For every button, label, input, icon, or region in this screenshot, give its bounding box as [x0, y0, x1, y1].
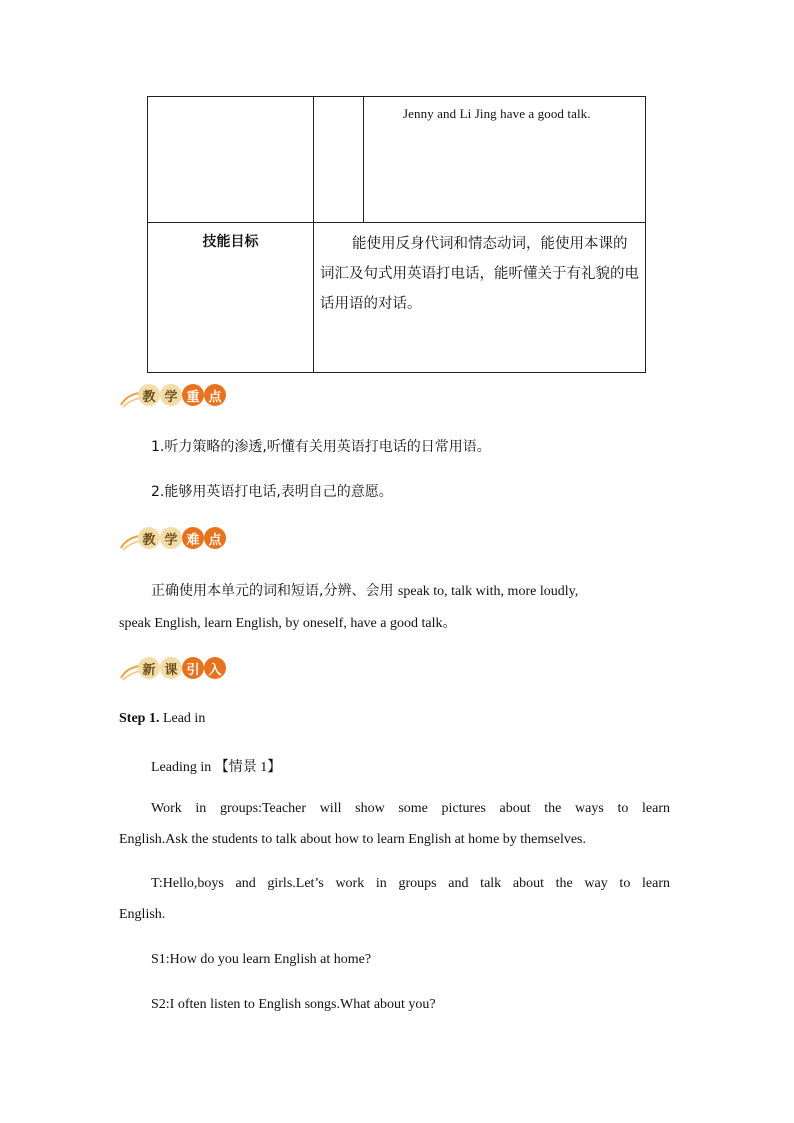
dialogue-line: S1:How do you learn English at home? [151, 952, 372, 967]
banner-char: 入 [204, 657, 226, 679]
table-row-divider [148, 222, 645, 223]
key-point-item: 1.听力策略的渗透,听懂有关用英语打电话的日常用语。 [151, 439, 491, 455]
section-banner-intro [119, 656, 229, 682]
banner-char: 课 [160, 657, 182, 679]
paragraph-line: Work in groups:Teacher will show some pictures about the ways to learn [151, 801, 670, 816]
table-cell-text: Jenny and Li Jing have a good talk. [403, 106, 591, 121]
banner-char: 学 [160, 384, 182, 406]
banner-char: 难 [182, 527, 204, 549]
step-title [119, 711, 205, 727]
paragraph-line: English. [119, 907, 166, 922]
banner-char: 点 [204, 527, 226, 549]
paragraph-line: T:Hello,boys and girls.Let’s work in groups and talk about the way to learn [151, 876, 670, 891]
section-banner-difficulties [119, 526, 229, 552]
banner-char: 新 [138, 657, 160, 679]
difficulties-line: speak English, learn English, by oneself, have a good talk。 [119, 616, 457, 631]
skill-goal-label: 技能目标 [202, 234, 259, 250]
difficulties-text-en: speak to, talk with, more loudly, [397, 584, 579, 599]
difficulties-text-cn: 正确使用本单元的词和短语,分辨、会用 [151, 583, 394, 599]
banner-char: 学 [160, 527, 182, 549]
banner-char: 引 [182, 657, 204, 679]
key-point-item: 2.能够用英语打电话,表明自己的意愿。 [151, 484, 393, 500]
banner-char: 重 [182, 384, 204, 406]
banner-char: 教 [138, 384, 160, 406]
section-banner-key-points [119, 383, 229, 409]
step-title-rest: Lead in [159, 711, 206, 726]
step-title-bold: Step 1. [119, 711, 160, 726]
dialogue-line: S2:I often listen to English songs.What about you? [151, 997, 436, 1012]
paragraph-line: English.Ask the students to talk about how to learn English at home by themselves. [119, 832, 586, 847]
table-column-divider [313, 97, 314, 372]
difficulties-line [151, 580, 670, 600]
objectives-table [147, 96, 646, 373]
banner-char: 点 [204, 384, 226, 406]
table-column-divider [363, 97, 364, 222]
leading-in-line: Leading in 【情景 1】 [151, 760, 282, 775]
skill-goal-text: 能使用反身代词和情态动词，能使用本课的词汇及句式用英语打电话，能听懂关于有礼貌的电话用语的对话。 [320, 236, 639, 312]
banner-char: 教 [138, 527, 160, 549]
